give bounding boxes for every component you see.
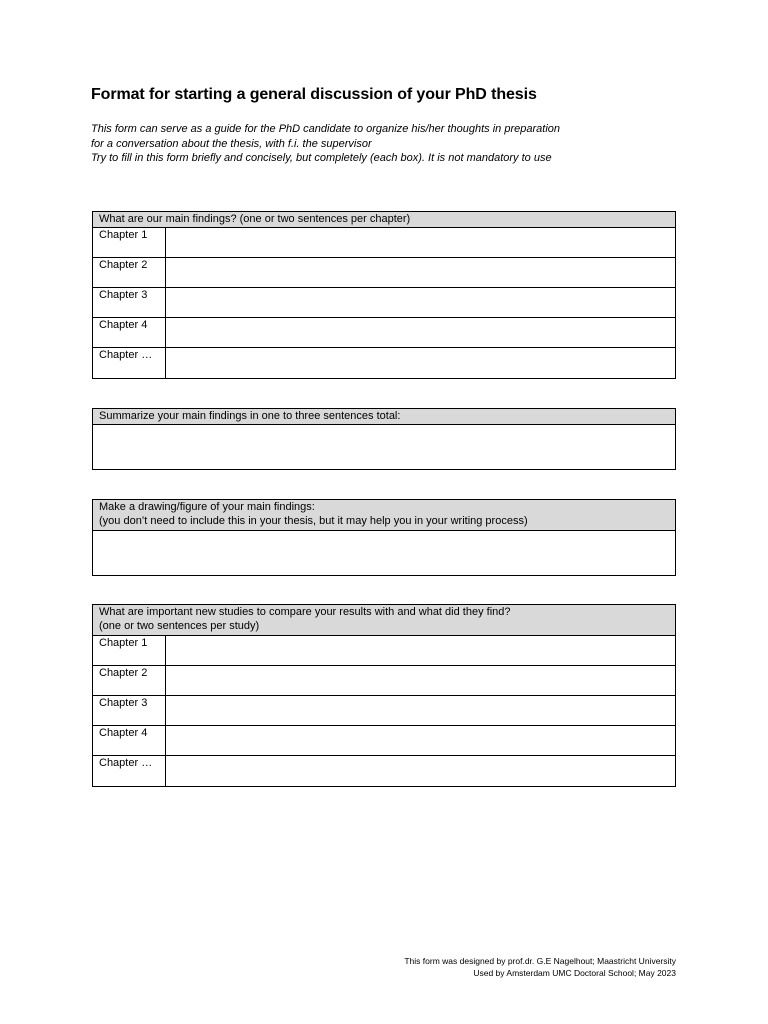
drawing-header-line: Make a drawing/figure of your main findings: [99,501,315,513]
findings-row-label: Chapter 2 [93,258,166,288]
footer-line: Used by Amsterdam UMC Doctoral School; May 2023 [473,967,676,978]
findings-answer-cell[interactable] [166,288,676,318]
studies-answer-cell[interactable] [166,696,676,726]
footer-line: This form was designed by prof.dr. G.E Nagelhout; Maastricht University [404,956,676,966]
findings-answer-cell[interactable] [166,258,676,288]
studies-row-label: Chapter 1 [93,636,166,666]
studies-row-label: Chapter … [93,756,166,787]
studies-header-line: What are important new studies to compare your results with and what did they find? [99,606,511,618]
page-title: Format for starting a general discussion of your PhD thesis [91,86,537,103]
drawing-table [92,499,676,576]
footer [404,956,676,979]
studies-answer-cell[interactable] [166,726,676,756]
studies-table [92,604,676,787]
findings-answer-cell[interactable] [166,228,676,258]
summary-table-header: Summarize your main findings in one to three sentences total: [93,409,676,425]
findings-row-label: Chapter 4 [93,318,166,348]
studies-row-label: Chapter 2 [93,666,166,696]
studies-table-header [93,605,676,636]
findings-table-header: What are our main findings? (one or two sentences per chapter) [93,212,676,228]
findings-row-label: Chapter … [93,348,166,379]
findings-table [92,211,676,379]
studies-header-line: (one or two sentences per study) [99,620,260,632]
studies-answer-cell[interactable] [166,636,676,666]
intro-text [91,122,691,166]
drawing-header-line: (you don’t need to include this in your thesis, but it may help you in your writing process) [99,515,528,527]
findings-row-label: Chapter 3 [93,288,166,318]
drawing-table-header [93,500,676,531]
findings-answer-cell[interactable] [166,348,676,379]
studies-row-label: Chapter 4 [93,726,166,756]
drawing-answer-cell[interactable] [93,531,676,576]
studies-answer-cell[interactable] [166,666,676,696]
studies-row-label: Chapter 3 [93,696,166,726]
intro-line: Try to fill in this form briefly and concisely, but completely (each box). It is not mandatory to use [91,152,552,165]
findings-answer-cell[interactable] [166,318,676,348]
intro-line: This form can serve as a guide for the PhD candidate to organize his/her thoughts in preparation [91,123,560,135]
studies-answer-cell[interactable] [166,756,676,787]
findings-row-label: Chapter 1 [93,228,166,258]
intro-line: for a conversation about the thesis, with f.i. the supervisor [91,137,372,150]
summary-table [92,408,676,470]
summary-answer-cell[interactable] [93,425,676,470]
